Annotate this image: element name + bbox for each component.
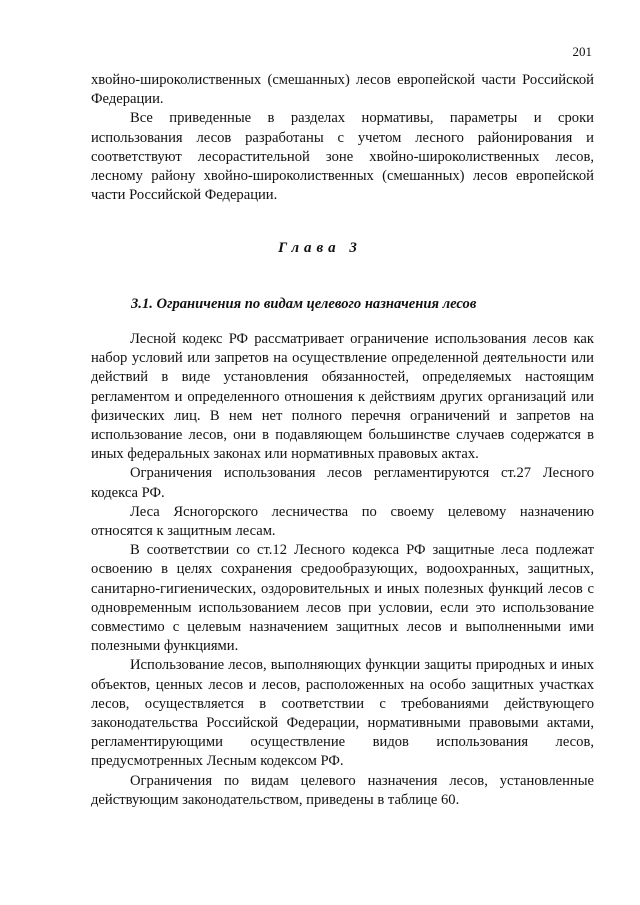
paragraph: Использование лесов, выполняющих функции защиты природных и иных объектов, ценных лесов и лесов, расположенных на особо защитных участках лесов, осуществляется в соответствии с требованиями действующего законодательства Российской Федерации, нормативными правовыми актами, регламентирующими осуществление видов использования лесов, предусмотренных Лесным кодексом РФ. xyxy=(91,657,594,770)
intro-text-block xyxy=(91,71,594,205)
paragraph: Ограничения по видам целевого назначения лесов, установленные действующим законодательством, приведены в таблице 60. xyxy=(91,772,594,808)
paragraph-continuation: хвойно-широколиственных (смешанных) лесов европейской части Российской Федерации. xyxy=(91,72,594,108)
paragraph: Лесной кодекс РФ рассматривает ограничение использования лесов как набор условий или запретов на осуществление определенной деятельности или действий в виде установления обязанностей, определяемых настоящим регламентом и определенного отношения к действиям других организаций или физических лиц. В нем нет полного перечня ограничений и запретов на использование лесов, они в подавляющем большинстве случаев содержатся в иных федеральных законах или нормативных правовых актах. xyxy=(91,331,594,463)
page-number: 201 xyxy=(572,44,592,59)
section-body xyxy=(91,330,594,810)
paragraph: В соответствии со ст.12 Лесного кодекса РФ защитные леса подлежат освоению в целях сохранения средообразующих, водоохранных, защитных, санитарно-гигиенических, оздоровительных и иных полезных функций лесов с одновременным использованием лесов при условии, если это использование совместимо с целевым назначением защитных лесов и выполненными ими полезными функциями. xyxy=(91,542,594,655)
paragraph: Ограничения использования лесов регламентируются ст.27 Лесного кодекса РФ. xyxy=(91,465,594,501)
paragraph-intro: Все приведенные в разделах нормативы, параметры и сроки использования лесов разработаны с учетом лесного районирования и соответствуют лесорастительной зоне хвойно-широколиственных лесов, лесному району хвойно-широколиственных (смешанных) лесов европейской части Российской Федерации. xyxy=(91,110,594,204)
chapter-heading: Глава 3 xyxy=(278,240,362,256)
paragraph: Леса Ясногорского лесничества по своему целевому назначению относятся к защитным лесам. xyxy=(91,503,594,540)
section-heading: 3.1. Ограничения по видам целевого назначения лесов xyxy=(131,296,477,312)
